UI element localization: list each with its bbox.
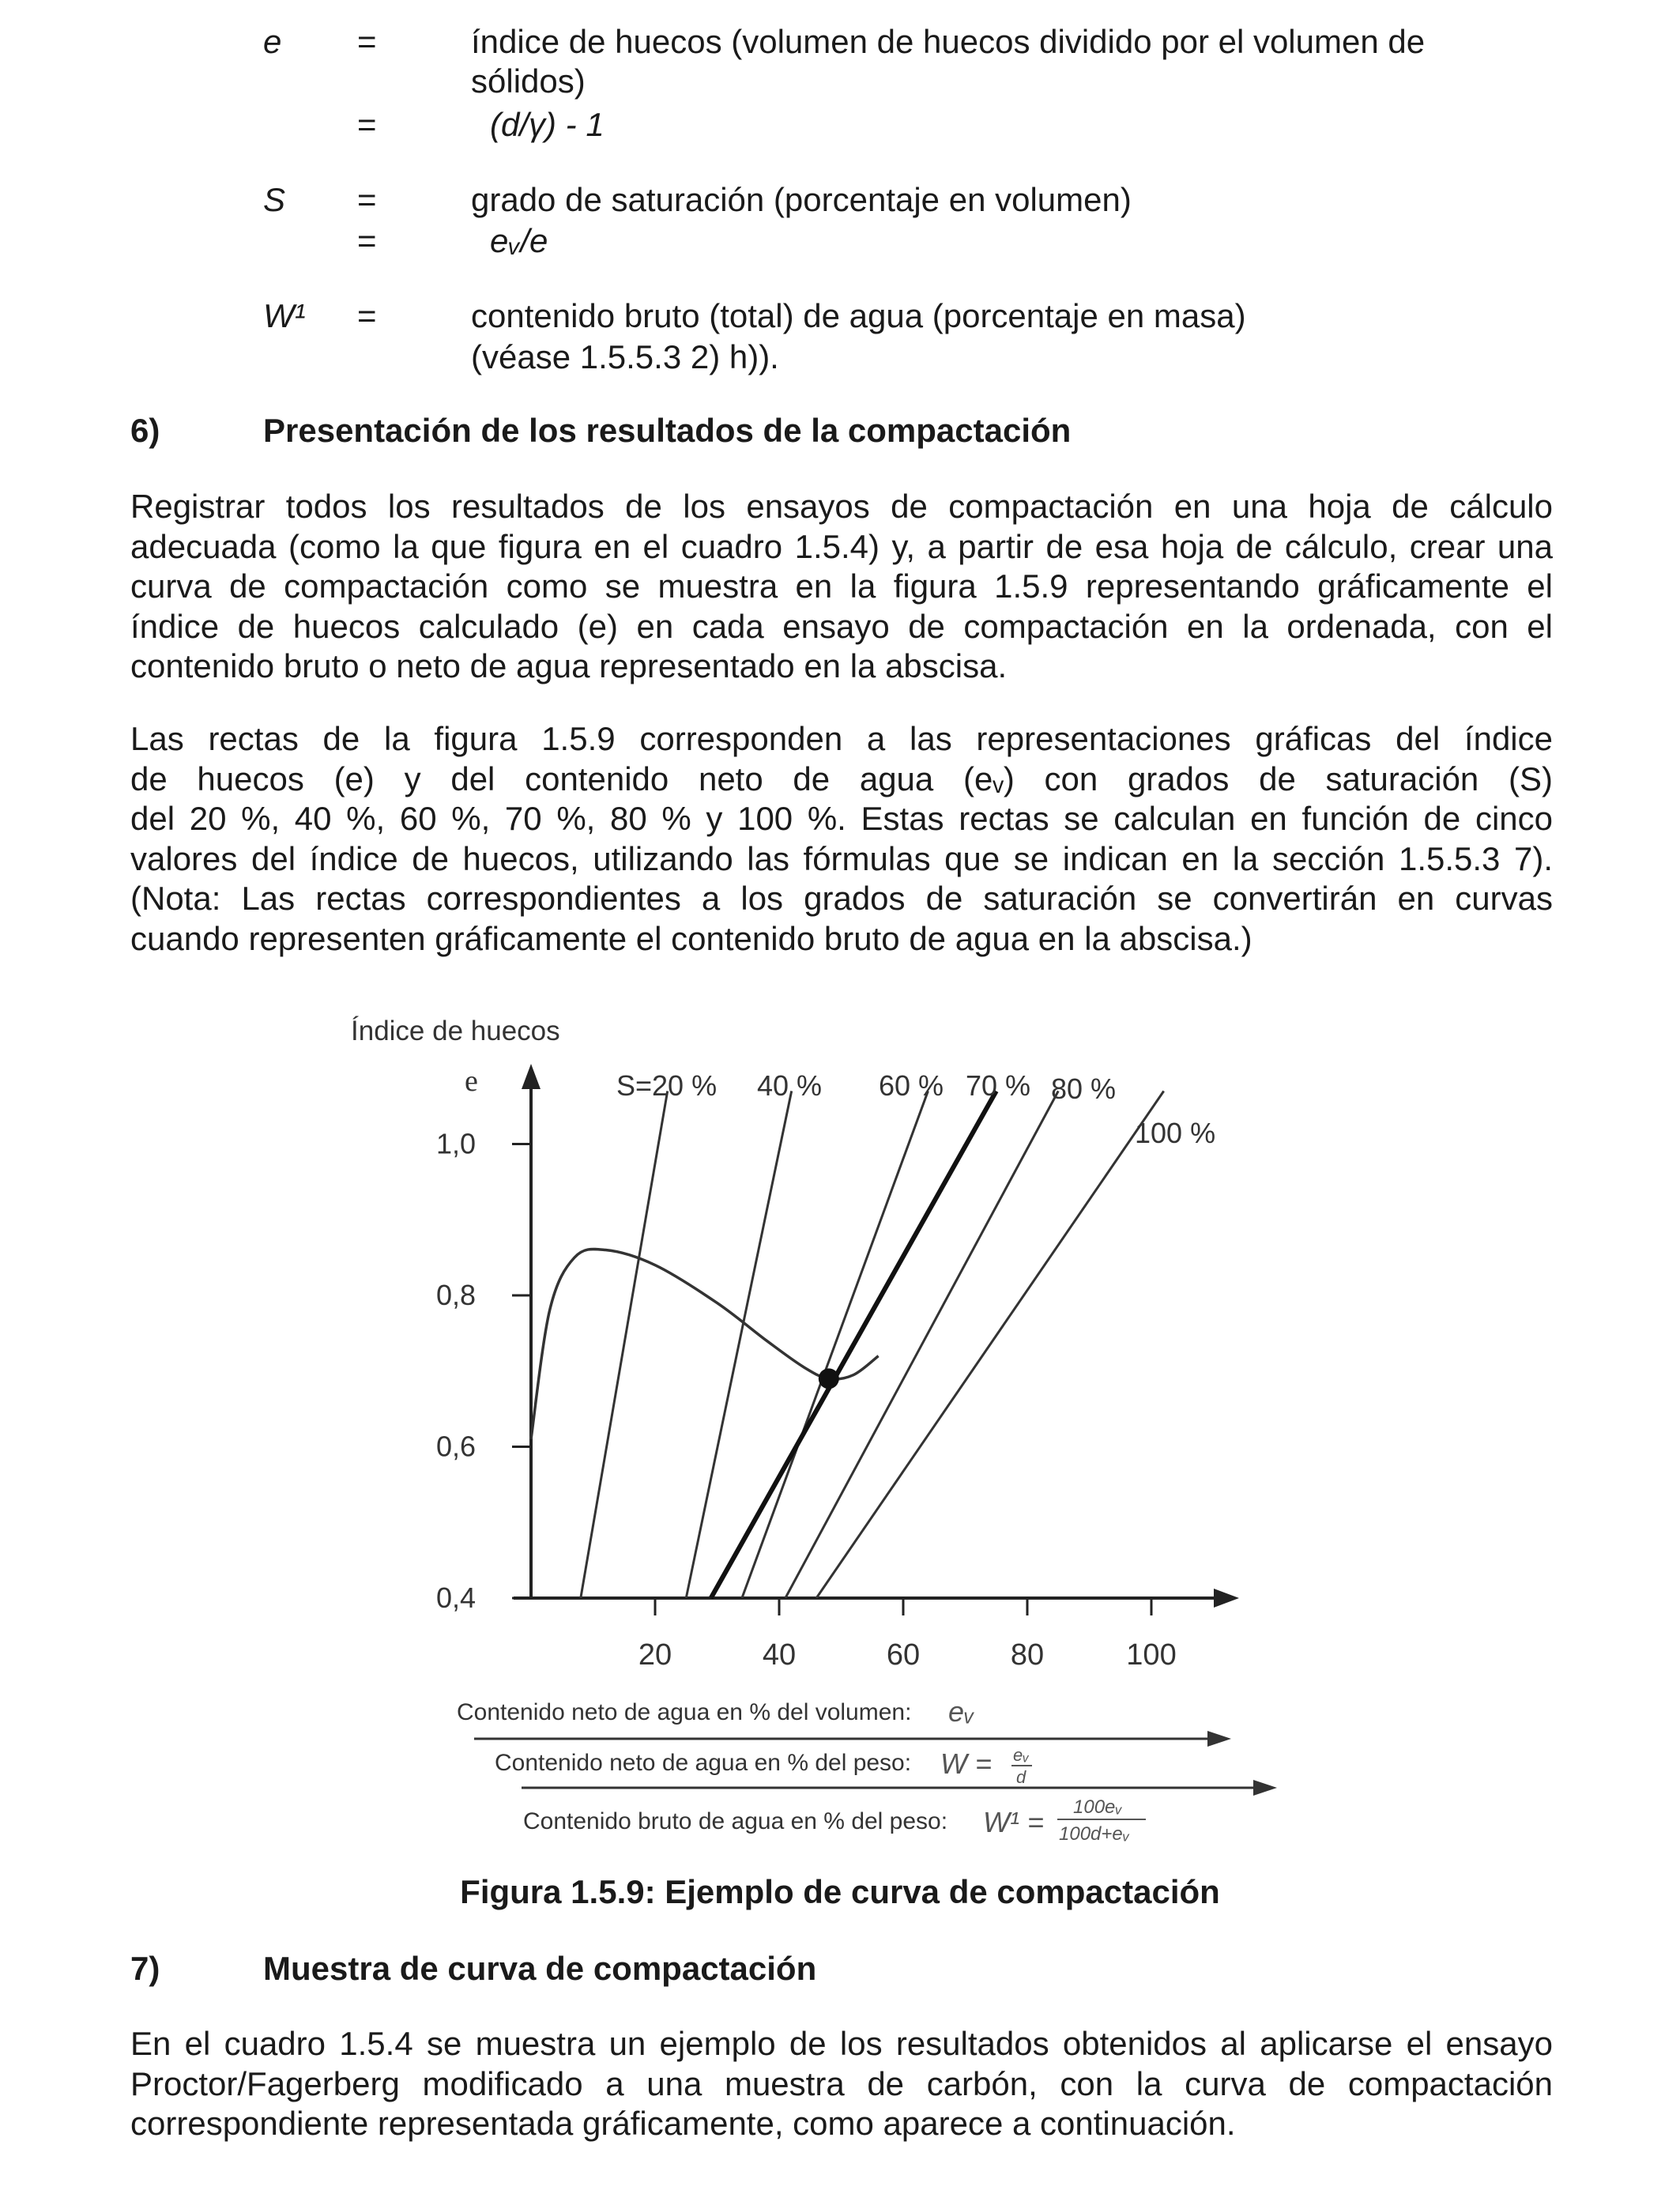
x-tick-label: 100 bbox=[1126, 1638, 1177, 1672]
x-tick-label: 80 bbox=[1010, 1638, 1045, 1672]
def-text: contenido bruto (total) de agua (porcentaje en masa) bbox=[471, 297, 1246, 334]
def-text: sólidos) bbox=[471, 62, 586, 100]
y-axis-symbol: e bbox=[465, 1065, 478, 1098]
axis-desc: Contenido neto de agua en % del volumen: bbox=[457, 1699, 912, 1725]
paragraph-line: contenido bruto o neto de agua representado en la abscisa. bbox=[130, 647, 1008, 684]
axis-desc: Contenido neto de agua en % del peso: bbox=[495, 1750, 912, 1776]
axis-formula: eᵥ bbox=[948, 1695, 974, 1728]
paragraph-line: cuando representen gráficamente el contenido bruto de agua en la abscisa.) bbox=[130, 919, 1252, 957]
x-tick-label: 20 bbox=[638, 1638, 672, 1672]
paragraph-line: correspondiente representada gráficamente, como aparece a continuación. bbox=[130, 2105, 1236, 2142]
paragraph bbox=[130, 2024, 1553, 2144]
section-title: Muestra de curva de compactación bbox=[263, 1950, 817, 1987]
y-tick-label: 0,8 bbox=[436, 1279, 477, 1311]
paragraph-line: índice de huecos calculado (e) en cada ensayo de compactación en la ordenada, con el bbox=[130, 607, 1553, 645]
axis-formula: 100d+eᵥ bbox=[1059, 1823, 1130, 1845]
def-text: índice de huecos (volumen de huecos dividido por el volumen de bbox=[471, 23, 1426, 60]
paragraph-line: Registrar todos los resultados de los ensayos de compactación en una hoja de cálculo bbox=[130, 488, 1553, 525]
def-eq: = bbox=[357, 23, 377, 60]
def-text: (véase 1.5.5.3 2) h)). bbox=[471, 338, 779, 375]
axis-formula: d bbox=[1016, 1767, 1026, 1787]
paragraph-line: Proctor/Fagerberg modificado a una muestra de carbón, con la curva de compactación bbox=[130, 2064, 1553, 2102]
def-eq: = bbox=[357, 297, 377, 334]
def-text: (d/γ) - 1 bbox=[490, 106, 605, 143]
paragraph-line: (Nota: Las rectas correspondientes a los grados de saturación se convertirán en curvas bbox=[130, 880, 1553, 917]
figure-caption: Figura 1.5.9: Ejemplo de curva de compactación bbox=[460, 1873, 1220, 1910]
saturation-line bbox=[686, 1091, 791, 1598]
y-axis-arrow bbox=[522, 1064, 541, 1089]
y-axis-title: Índice de huecos bbox=[351, 1016, 560, 1046]
def-symbol-s: S bbox=[263, 181, 286, 218]
def-eq: = bbox=[357, 181, 377, 218]
def-text: grado de saturación (porcentaje en volumen) bbox=[471, 181, 1132, 218]
axis-desc-arrow bbox=[1253, 1780, 1277, 1796]
x-tick-label: 60 bbox=[886, 1638, 921, 1672]
ticks bbox=[436, 1128, 1177, 1672]
series-label: 40 % bbox=[757, 1069, 823, 1102]
compaction-curve bbox=[531, 1249, 879, 1438]
saturation-line bbox=[581, 1091, 668, 1598]
axis-desc-arrow bbox=[1207, 1731, 1231, 1747]
axis-formula: 100eᵥ bbox=[1073, 1796, 1122, 1818]
paragraph-line: En el cuadro 1.5.4 se muestra un ejemplo de los resultados obtenidos al aplicarse el ensayo bbox=[130, 2025, 1553, 2062]
axis-formula: W¹ = bbox=[983, 1806, 1044, 1838]
series-label: 80 % bbox=[1051, 1072, 1117, 1105]
section-number: 7) bbox=[130, 1950, 160, 1987]
saturation-line bbox=[816, 1091, 1164, 1598]
series-label: 100 % bbox=[1135, 1117, 1216, 1149]
axis-desc: Contenido bruto de agua en % del peso: bbox=[523, 1808, 948, 1834]
series-label: 70 % bbox=[966, 1069, 1031, 1102]
def-symbol-e: e bbox=[263, 23, 282, 60]
y-tick-label: 0,6 bbox=[436, 1430, 477, 1463]
paragraph-line: Las rectas de la figura 1.5.9 corresponden a las representaciones gráficas del índice bbox=[130, 720, 1553, 757]
axis-formula: eᵥ bbox=[1013, 1745, 1030, 1765]
section-title: Presentación de los resultados de la compactación bbox=[263, 412, 1072, 449]
optimum-point bbox=[819, 1368, 839, 1389]
y-tick-label: 1,0 bbox=[436, 1127, 477, 1160]
paragraph-line: valores del índice de huecos, utilizando las fórmulas que se indican en la sección 1.5.5.3 7). bbox=[130, 839, 1553, 877]
paragraph-line: de huecos (e) y del contenido neto de agua (eᵥ) con grados de saturación (S) bbox=[130, 760, 1553, 797]
section-number: 6) bbox=[130, 412, 160, 449]
def-text: eᵥ/e bbox=[490, 222, 548, 259]
def-eq: = bbox=[357, 222, 377, 259]
paragraph-line: curva de compactación como se muestra en la figura 1.5.9 representando gráficamente el bbox=[130, 567, 1553, 605]
series-label: 60 % bbox=[879, 1069, 944, 1102]
saturation-lines bbox=[581, 1091, 1164, 1598]
paragraph-line: adecuada (como la que figura en el cuadro 1.5.4) y, a partir de esa hoja de cálculo, crear una bbox=[130, 527, 1553, 565]
saturation-line bbox=[711, 1091, 996, 1598]
y-tick-label: 0,4 bbox=[436, 1581, 477, 1614]
x-tick-label: 40 bbox=[762, 1638, 797, 1672]
saturation-line bbox=[785, 1091, 1058, 1598]
series-label: S=20 % bbox=[616, 1069, 718, 1102]
def-symbol-w1: W¹ bbox=[263, 297, 306, 334]
paragraph-line: del 20 %, 40 %, 60 %, 70 %, 80 % y 100 %. Estas rectas se calculan en función de cinco bbox=[130, 800, 1553, 837]
x-axis-arrow bbox=[1214, 1589, 1239, 1608]
def-eq: = bbox=[357, 106, 377, 143]
axis-formula: W = bbox=[940, 1747, 993, 1780]
